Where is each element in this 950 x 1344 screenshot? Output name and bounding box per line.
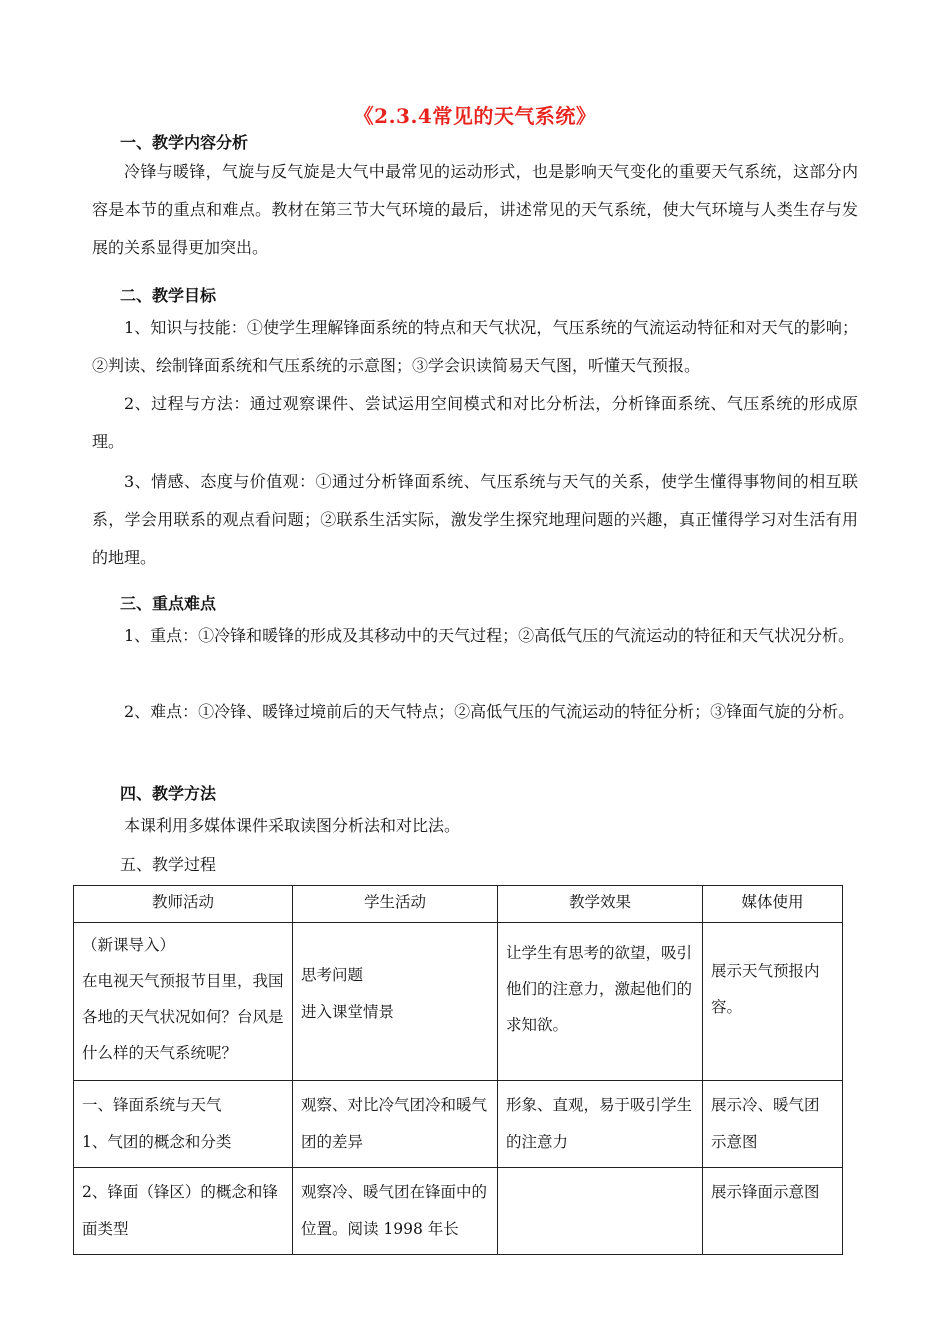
cell-student (293, 923, 498, 1081)
methods-paragraph: 本课利用多媒体课件采取读图分析法和对比法。 (124, 816, 461, 835)
document-title: 《2.3.4常见的天气系统》 (353, 104, 597, 128)
header-media-use: 媒体使用 (703, 886, 843, 923)
cell-student (293, 1081, 498, 1168)
cell-student (293, 1168, 498, 1255)
section-heading-methods: 四、教学方法 (120, 784, 217, 803)
objective-attitude-paragraph: 3、情感、态度与价值观：①通过分析锋面系统、气压系统与天气的关系，使学生懂得事物间的相互联系，学会用联系的观点看问题；②联系生活实际，激发学生探究地理问题的兴趣，真正懂得学习对生活有用的地理。 (92, 472, 858, 567)
header-student-activity: 学生活动 (293, 886, 498, 923)
cell-media (703, 923, 843, 1081)
section-heading-key-points: 三、重点难点 (120, 594, 217, 613)
cell-effect (498, 923, 703, 1081)
cell-teacher (74, 923, 293, 1081)
content-analysis-paragraph: 冷锋与暖锋，气旋与反气旋是大气中最常见的运动形式，也是影响天气变化的重要天气系统，这部分内容是本节的重点和难点。教材在第三节大气环境的最后，讲述常见的天气系统，使大气环境与人类生存与发展的关系显得更加突出。 (92, 162, 858, 257)
section-heading-objectives: 二、教学目标 (120, 286, 217, 305)
table-header-row (74, 886, 843, 923)
table-row (74, 923, 843, 1081)
cell-effect (498, 1081, 703, 1168)
cell-text: 一、锋面系统与天气 1、气团的概念和分类 (82, 1096, 232, 1151)
section-heading-process: 五、教学过程 (120, 855, 217, 874)
teaching-process-table (73, 885, 843, 1255)
cell-teacher (74, 1168, 293, 1255)
table-row (74, 1168, 843, 1255)
cell-media (703, 1081, 843, 1168)
cell-text: 展示锋面示意图 (711, 1183, 820, 1201)
cell-text: 观察、对比冷气团冷和暖气团的差异 (301, 1096, 488, 1151)
key-point-paragraph: 1、重点：①冷锋和暖锋的形成及其移动中的天气过程；②高低气压的气流运动的特征和天气状况分析。 (124, 626, 855, 645)
cell-teacher (74, 1081, 293, 1168)
cell-text: 2、锋面（锋区）的概念和锋面类型 (82, 1183, 278, 1238)
cell-text: 展示冷、暖气团示意图 (711, 1096, 820, 1151)
cell-text: （新课导入） 在电视天气预报节目里，我国各地的天气状况如何？台风是什么样的天气系统呢？ (82, 936, 284, 1062)
cell-text: 让学生有思考的欲望，吸引他们的注意力，激起他们的求知欲。 (506, 944, 693, 1034)
objective-process-paragraph: 2、过程与方法：通过观察课件、尝试运用空间模式和对比分析法，分析锋面系统、气压系统的形成原理。 (92, 394, 858, 451)
cell-text: 观察冷、暖气团在锋面中的位置。阅读 1998 年长 (301, 1183, 488, 1238)
cell-media (703, 1168, 843, 1255)
objective-knowledge-paragraph: 1、知识与技能：①使学生理解锋面系统的特点和天气状况，气压系统的气流运动特征和对天气的影响；②判读、绘制锋面系统和气压系统的示意图；③学会识读简易天气图，听懂天气预报。 (92, 318, 858, 375)
difficulty-paragraph: 2、难点：①冷锋、暖锋过境前后的天气特点；②高低气压的气流运动的特征分析；③锋面气旋的分析。 (124, 702, 855, 721)
cell-text: 形象、直观，易于吸引学生的注意力 (506, 1096, 693, 1151)
header-teaching-effect: 教学效果 (498, 886, 703, 923)
table-row (74, 1081, 843, 1168)
cell-effect (498, 1168, 703, 1255)
cell-text: 展示天气预报内容。 (711, 962, 820, 1016)
header-teacher-activity: 教师活动 (74, 886, 293, 923)
cell-text: 思考问题 进入课堂情景 (301, 966, 395, 1021)
section-heading-content-analysis: 一、教学内容分析 (120, 133, 249, 152)
